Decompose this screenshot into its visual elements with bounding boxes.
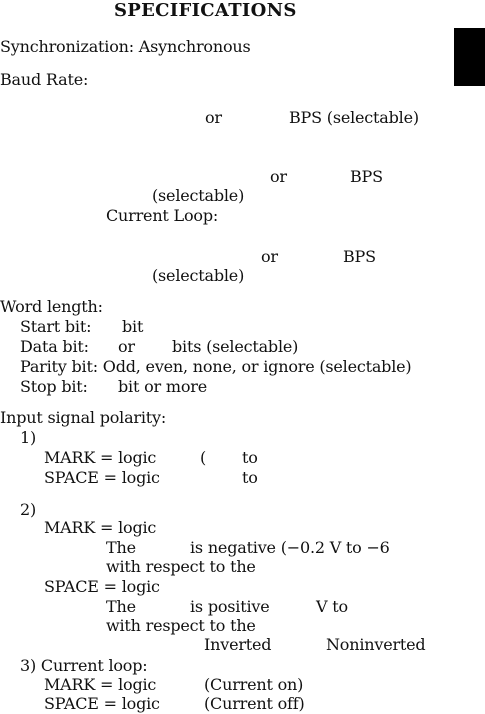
item1-mark-line: MARK = logic [44, 448, 157, 467]
item1-mark-paren: ( [200, 448, 207, 467]
baud-rate-bps-2: BPS [350, 167, 383, 186]
polarity-item-3: 3) Current loop: [20, 656, 148, 675]
parity-bit-line: Parity bit: Odd, even, none, or ignore (selectable) [20, 357, 412, 376]
item2-space-line: SPACE = logic [44, 577, 160, 596]
input-signal-polarity-label: Input signal polarity: [0, 408, 167, 427]
polarity-item-1: 1) [20, 428, 37, 447]
current-loop-selectable: (selectable) [152, 266, 245, 285]
current-loop-label: Current Loop: [106, 206, 219, 225]
inverted-label: Inverted [204, 635, 272, 654]
item3-mark-line: MARK = logic [44, 675, 157, 694]
stop-bit-label: Stop bit: [20, 377, 88, 396]
noninverted-label: Noninverted [326, 635, 426, 654]
stop-bit-value: bit or more [118, 377, 207, 396]
baud-rate-or-2: or [270, 167, 287, 186]
polarity-item-2: 2) [20, 500, 37, 519]
item2-space-v-to: V to [316, 597, 348, 616]
item1-space-line: SPACE = logic [44, 468, 160, 487]
current-loop-or: or [261, 247, 278, 266]
item2-space-positive: is positive [190, 597, 270, 616]
item2-mark-negative: is negative (−0.2 V to −6 [190, 538, 390, 557]
data-bit-value: bits (selectable) [172, 337, 299, 356]
word-length-label: Word length: [0, 297, 103, 316]
start-bit-value: bit [122, 317, 144, 336]
item2-space-respect: with respect to the [106, 616, 256, 635]
baud-rate-or-1: or [205, 108, 222, 127]
current-loop-bps: BPS [343, 247, 376, 266]
baud-rate-bps-selectable-1: BPS (selectable) [289, 108, 419, 127]
item2-mark-the: The [106, 538, 136, 557]
item3-space-line: SPACE = logic [44, 694, 160, 713]
item1-space-to: to [242, 468, 258, 487]
data-bit-label: Data bit: [20, 337, 89, 356]
baud-rate-label: Baud Rate: [0, 70, 89, 89]
start-bit-label: Start bit: [20, 317, 92, 336]
section-tab-marker [454, 28, 485, 86]
item2-space-the: The [106, 597, 136, 616]
item3-current-off: (Current off) [204, 694, 305, 713]
page-title: SPECIFICATIONS [114, 0, 297, 21]
item2-mark-line: MARK = logic [44, 518, 157, 537]
baud-rate-selectable-2: (selectable) [152, 186, 245, 205]
item1-mark-to: to [242, 448, 258, 467]
item3-current-on: (Current on) [204, 675, 304, 694]
synchronization-line: Synchronization: Asynchronous [0, 37, 251, 56]
data-bit-or: or [118, 337, 135, 356]
item2-mark-respect: with respect to the [106, 557, 256, 576]
